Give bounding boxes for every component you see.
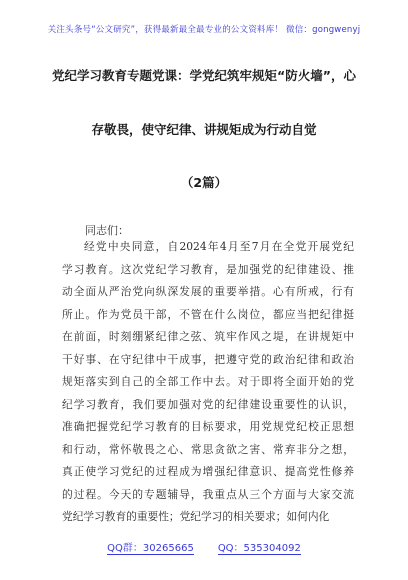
greeting: 同志们： bbox=[85, 224, 129, 237]
body-line: 党纪学习教育的重要性；党纪学习的相关要求；如何内化 bbox=[62, 510, 330, 523]
body-line: 和行动，常怀敬畏之心、常思贪欲之害、常弃非分之想， bbox=[62, 442, 354, 456]
body-line: 动全面从严治党向纵深发展的重要举措。心有所戒，行有 bbox=[62, 285, 354, 298]
body-line: 真正使学习党纪的过程成为增强纪律意识、提高党性修养 bbox=[62, 465, 354, 478]
footer-contact bbox=[0, 539, 408, 555]
body-line: 规矩落实到自己的全部工作中去。对于即将全面开始的党 bbox=[62, 375, 354, 388]
body-line: 学习教育。这次党纪学习教育，是加强党的纪律建设、推 bbox=[62, 262, 354, 276]
body-paragraph bbox=[62, 236, 354, 529]
body-line: 的过程。今天的专题辅导，我重点从三个方面与大家交流 bbox=[62, 487, 354, 501]
body-line: 经党中央同意，自2024年4月至7月在全党开展党纪 bbox=[84, 240, 354, 253]
body-line: 干好事、在守纪律中干成事，把遵守党的政治纪律和政治 bbox=[62, 352, 354, 366]
title-line-1: 党纪学习教育专题党课：学党纪筑牢规矩“防火墙”，心 bbox=[52, 68, 356, 83]
title-part-count: （2篇） bbox=[180, 175, 228, 190]
body-line: 所止。作为党员干部，不管在什么岗位，都应当把纪律挺 bbox=[62, 307, 354, 321]
footer-qq-group: QQ群：30265665 bbox=[107, 539, 194, 555]
body-line: 准确把握党纪学习教育的目标要求，用党规党纪校正思想 bbox=[62, 420, 354, 433]
body-line: 纪学习教育，我们要加强对党的纪律建设重要性的认识， bbox=[62, 397, 354, 411]
footer-qq-number: QQ：535304092 bbox=[218, 539, 301, 555]
title-line-2: 存敬畏，使守纪律、讲规矩成为行动自觉 bbox=[91, 122, 317, 137]
header-banner: 关注头条号“公文研究”，获得最新最全最专业的公文资料库！ 微信：gongwenyj bbox=[47, 25, 361, 35]
body-line: 在前面，时刻绷紧纪律之弦、筑牢作风之堤，在讲规矩中 bbox=[62, 330, 354, 343]
